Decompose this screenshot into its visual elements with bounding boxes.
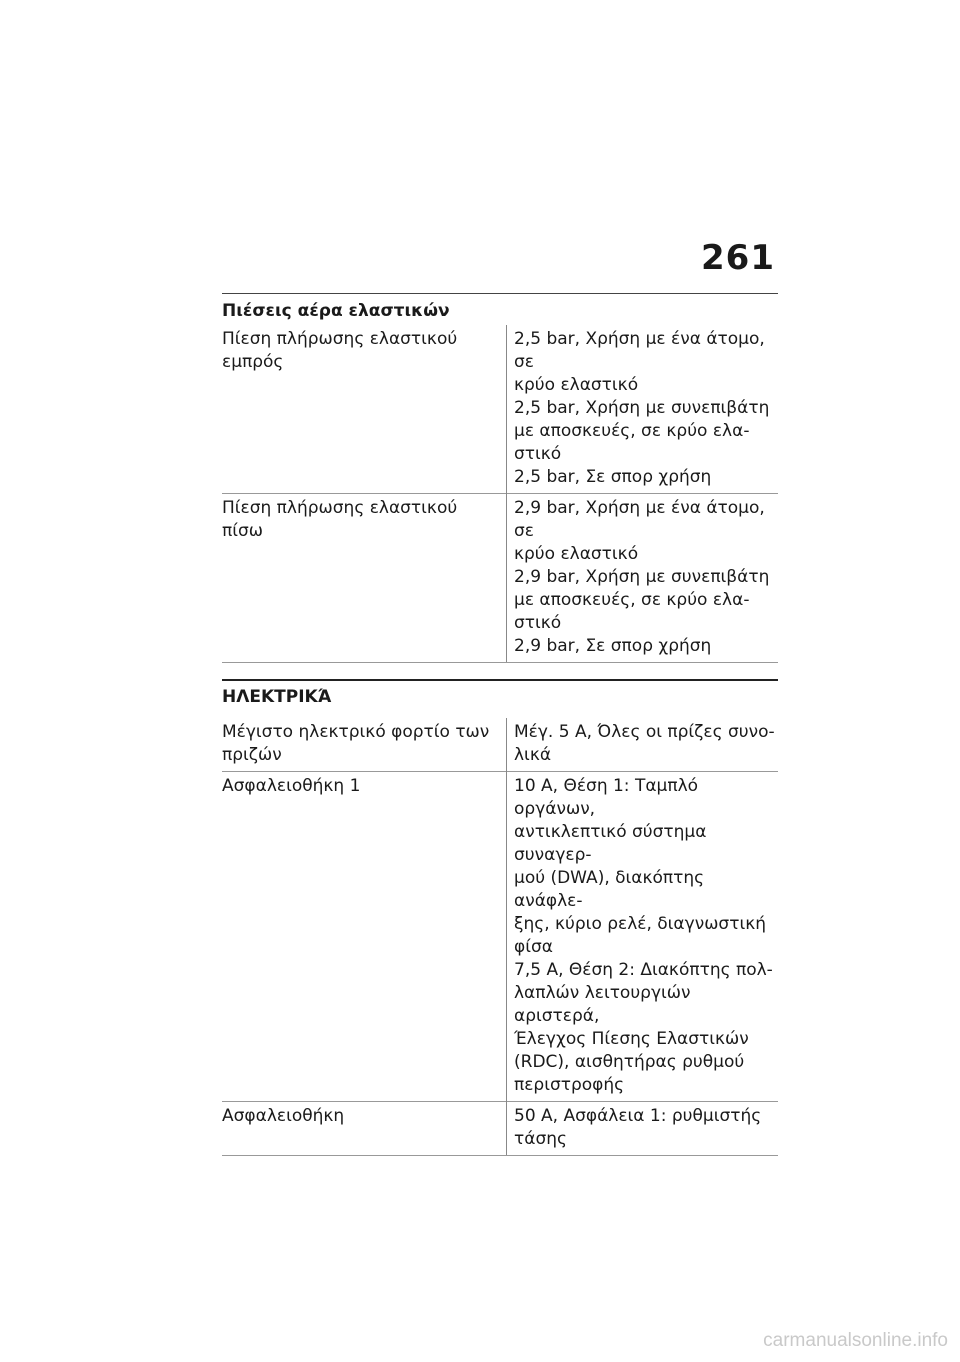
spec-value-line: Έλεγχος Πίεσης Ελαστικών — [514, 1029, 749, 1049]
spec-label — [222, 772, 507, 1102]
spec-value-line: 50 A, Ασφάλεια 1: ρυθμιστής — [514, 1106, 762, 1126]
spec-value-line: 2,9 bar, Χρήση με συνεπιβάτη — [514, 567, 770, 587]
table-row — [222, 1102, 778, 1156]
electrical-table — [222, 718, 778, 1156]
spec-label — [222, 718, 507, 772]
spec-value-line: περιστροφής — [514, 1075, 625, 1095]
spec-value-line: μού (DWA), διακόπτης ανάφλε- — [514, 868, 705, 911]
spec-value-line: 2,9 bar, Χρήση με ένα άτομο, σε — [514, 498, 765, 541]
spec-value-line: με αποσκευές, σε κρύο ελα- — [514, 590, 750, 610]
spec-value-line: φίσα — [514, 937, 553, 957]
spec-label-line: Πίεση πλήρωσης ελαστικού — [222, 329, 458, 349]
spec-value-line: 10 A, Θέση 1: Ταμπλό οργάνων, — [514, 776, 699, 819]
spec-value-line: 2,5 bar, Χρήση με ένα άτομο, σε — [514, 329, 765, 372]
spec-value-line: στικό — [514, 444, 562, 464]
spec-value-line: 2,5 bar, Σε σπορ χρήση — [514, 467, 712, 487]
spec-value — [507, 772, 779, 1102]
electrical-heading: ΗΛΕΚΤΡΙΚΆ — [222, 679, 778, 718]
spec-label-line: Πίεση πλήρωσης ελαστικού πίσω — [222, 498, 458, 541]
spec-value — [507, 718, 779, 772]
spec-value — [507, 494, 779, 663]
spec-value-line: 2,9 bar, Σε σπορ χρήση — [514, 636, 712, 656]
spec-value — [507, 325, 779, 494]
spec-label — [222, 494, 507, 663]
spec-value-line: κρύο ελαστικό — [514, 544, 639, 564]
spec-value-line: αντικλεπτικό σύστημα συναγερ- — [514, 822, 707, 865]
spec-label — [222, 325, 507, 494]
spec-value-line: λικά — [514, 745, 552, 765]
tire-pressure-heading: Πιέσεις αέρα ελαστικών — [222, 293, 778, 325]
spec-label-line: Μέγιστο ηλεκτρικό φορτίο των — [222, 722, 490, 742]
spec-label-line: Ασφαλειοθήκη — [222, 1106, 345, 1126]
spec-value-line: 2,5 bar, Χρήση με συνεπιβάτη — [514, 398, 770, 418]
spec-value-line: στικό — [514, 613, 562, 633]
spec-label-line: Ασφαλειοθήκη 1 — [222, 776, 361, 796]
spec-value — [507, 1102, 779, 1156]
table-row — [222, 325, 778, 494]
spec-value-line: λαπλών λειτουργιών αριστερά, — [514, 983, 691, 1026]
spec-value-line: τάσης — [514, 1129, 567, 1149]
tire-pressure-table — [222, 325, 778, 663]
spec-value-line: ξης, κύριο ρελέ, διαγνωστική — [514, 914, 766, 934]
spec-label-line: πριζών — [222, 745, 282, 765]
table-row — [222, 494, 778, 663]
spec-value-line: Μέγ. 5 A, Όλες οι πρίζες συνο- — [514, 722, 775, 742]
spec-value-line: κρύο ελαστικό — [514, 375, 639, 395]
table-row — [222, 718, 778, 772]
spec-label — [222, 1102, 507, 1156]
page-number: 261 — [701, 238, 775, 278]
spec-value-line: με αποσκευές, σε κρύο ελα- — [514, 421, 750, 441]
spec-value-line: (RDC), αισθητήρας ρυθμού — [514, 1052, 745, 1072]
spec-value-line: 7,5 A, Θέση 2: Διακόπτης πολ- — [514, 960, 773, 980]
spec-label-line: εμπρός — [222, 352, 284, 372]
table-row — [222, 772, 778, 1102]
spec-content — [222, 293, 778, 1156]
watermark-url: carmanualsonline.info — [763, 1330, 948, 1351]
